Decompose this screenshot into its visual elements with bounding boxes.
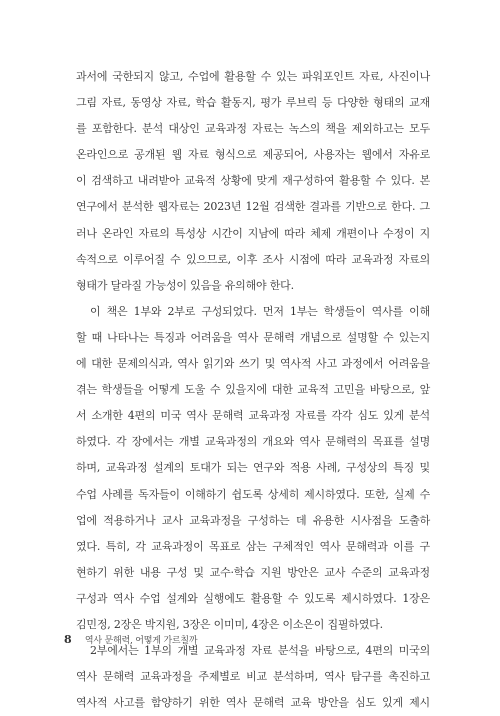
text-line: 이 검색하고 내려받아 교육적 상황에 맞게 재구성하여 활용할 수 있다. 본	[76, 174, 430, 188]
text-line: 그림 자료, 동영상 자료, 학습 활동지, 평가 루브릭 등 다양한 형태의 교재	[76, 96, 430, 110]
paragraph-3	[76, 638, 430, 716]
page-number: 8	[64, 633, 72, 646]
text-line: 에 대한 문제의식과, 역사 읽기와 쓰기 및 역사적 사고 과정에서 어려움을	[76, 357, 430, 371]
text-line: 온라인으로 공개된 웹 자료 형식으로 제공되어, 사용자는 웹에서 자유로	[76, 148, 430, 162]
text-line: 였다. 특히, 각 교육과정이 목표로 삼는 구체적인 역사 문해력과 이를 구	[76, 539, 430, 553]
text-line: 역사 문해력 교육과정을 주제별로 비교 분석하며, 역사 탐구를 촉진하고	[76, 670, 430, 684]
running-title: 역사 문해력, 어떻게 가르칠까	[84, 636, 198, 646]
text-line: 를 포함한다. 분석 대상인 교육과정 자료는 녹스의 책을 제외하고는 모두	[76, 122, 430, 136]
body-text	[76, 64, 430, 716]
paragraph-2	[76, 299, 430, 638]
text-line: 현하기 위한 내용 구성 및 교수·학습 지원 방안은 교사 수준의 교육과정	[76, 565, 430, 579]
text-line: 형태가 달라질 가능성이 있음을 유의해야 한다.	[76, 278, 294, 292]
text-line: 하며, 교육과정 설계의 토대가 되는 연구와 적용 사례, 구성상의 특징 및	[76, 461, 430, 475]
text-line: 속적으로 이루어질 수 있으므로, 이후 조사 시점에 따라 교육과정 자료의	[76, 252, 430, 266]
page-footer	[64, 632, 197, 649]
text-line: 러나 온라인 자료의 특성상 시간이 지남에 따라 체제 개편이나 수정이 지	[76, 226, 430, 240]
text-line: 김민정, 2장은 박지원, 3장은 이미미, 4장은 이소은이 집필하였다.	[76, 617, 383, 631]
text-line: 할 때 나타나는 특징과 어려움을 역사 문해력 개념으로 설명할 수 있는지	[76, 330, 430, 344]
text-line: 서 소개한 4편의 미국 역사 문해력 교육과정 자료를 각각 심도 있게 분석	[76, 409, 430, 423]
text-line: 수업 사례를 독자들이 이해하기 쉽도록 상세히 제시하였다. 또한, 실제 수	[76, 487, 430, 501]
paragraph-1	[76, 64, 430, 299]
text-line: 2부에서는 1부의 개별 교육과정 자료 분석을 바탕으로, 4편의 미국의	[90, 644, 430, 658]
text-line: 이 책은 1부와 2부로 구성되었다. 먼저 1부는 학생들이 역사를 이해	[90, 304, 430, 318]
text-line: 역사적 사고를 함양하기 위한 역사 문해력 교육 방안을 심도 있게 제시	[76, 696, 430, 710]
text-line: 구성과 역사 수업 설계와 실행에도 활용할 수 있도록 제시하였다. 1장은	[76, 591, 430, 605]
text-line: 과서에 국한되지 않고, 수업에 활용할 수 있는 파워포인트 자료, 사진이나	[76, 70, 430, 83]
text-line: 겪는 학생들을 어떻게 도울 수 있을지에 대한 교육적 고민을 바탕으로, 앞	[76, 383, 430, 397]
text-line: 연구에서 분석한 웹자료는 2023년 12월 검색한 결과를 기반으로 한다. 그	[76, 200, 430, 214]
text-line: 하였다. 각 장에서는 개별 교육과정의 개요와 역사 문해력의 목표를 설명	[76, 435, 430, 449]
text-line: 업에 적용하거나 교사 교육과정을 구성하는 데 유용한 시사점을 도출하	[76, 513, 430, 527]
